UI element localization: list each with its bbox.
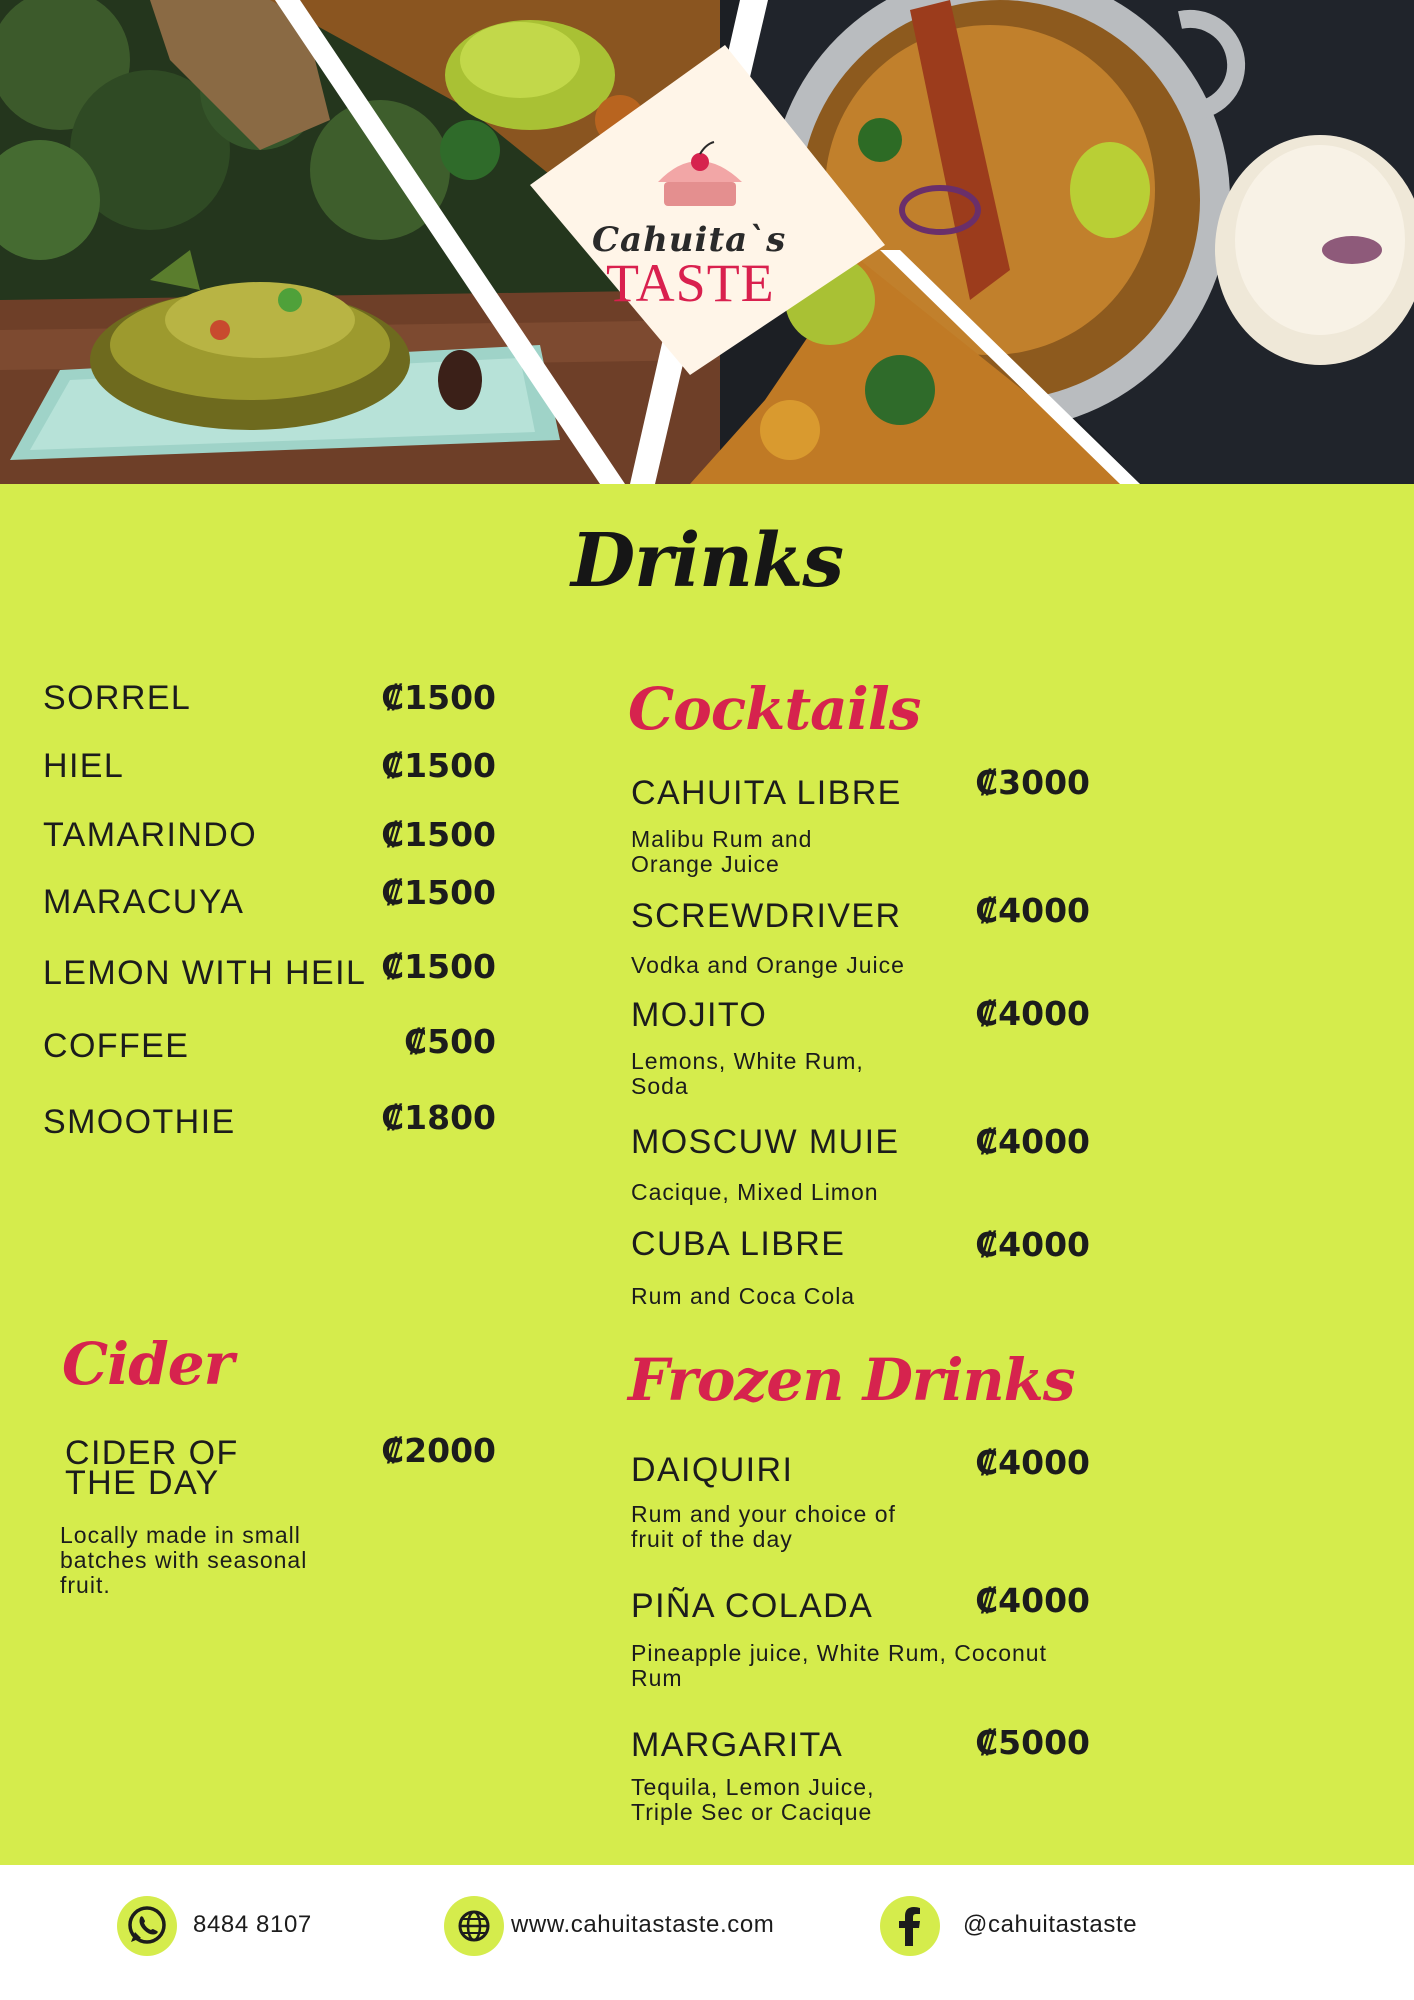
drink-name: COFFEE [43,1027,190,1065]
frozen-drink-price: ₡4000 [975,1581,1090,1620]
cocktail-desc: Cacique, Mixed Limon [631,1179,879,1205]
cocktail-name: MOJITO [631,996,768,1034]
cider-desc-line3: fruit. [60,1572,111,1598]
contact-footer [0,1865,1414,2000]
cocktail-name: CAHUITA LIBRE [631,774,902,812]
brand-taste: TASTE [606,253,775,313]
cocktail-name: CUBA LIBRE [631,1225,846,1263]
globe-icon[interactable] [444,1896,504,1956]
drink-name: SMOOTHIE [43,1103,236,1141]
drink-price: ₡1500 [381,815,496,854]
cider-desc-line2: batches with seasonal [60,1547,308,1573]
cider-title: Cider [62,1330,234,1398]
cocktail-price: ₡4000 [975,891,1090,930]
whatsapp-icon[interactable] [117,1896,177,1956]
cocktail-name: SCREWDRIVER [631,897,902,935]
cocktail-desc: Rum and Coca Cola [631,1283,856,1309]
drink-name: HIEL [43,747,125,785]
cider-price: ₡2000 [381,1431,496,1470]
cocktails-title: Cocktails [628,675,921,743]
frozen-drink-desc: Tequila, Lemon Juice, [631,1774,875,1800]
cocktail-price: ₡4000 [975,1122,1090,1161]
frozen-drink-price: ₡4000 [975,1443,1090,1482]
cocktail-name: MOSCUW MUIE [631,1123,900,1161]
brand-logo [540,110,860,370]
frozen-drink-desc: Rum [631,1665,683,1691]
page-title: Drinks [570,518,843,604]
cocktail-desc: Vodka and Orange Juice [631,952,905,978]
frozen-drink-name: MARGARITA [631,1726,844,1764]
frozen-drink-desc: fruit of the day [631,1526,793,1552]
hero-collage [0,0,1414,484]
drink-price: ₡1500 [381,678,496,717]
frozen-drinks-title: Frozen Drinks [628,1346,1075,1414]
social-handle[interactable]: @cahuitastaste [963,1911,1138,1938]
drink-price: ₡500 [404,1022,496,1061]
frozen-drink-desc: Pineapple juice, White Rum, Coconut [631,1640,1047,1666]
drink-price: ₡1500 [381,947,496,986]
frozen-drink-desc: Rum and your choice of [631,1501,896,1527]
drink-price: ₡1800 [381,1098,496,1137]
cupcake-icon [540,110,860,230]
cocktail-price: ₡4000 [975,994,1090,1033]
drink-name: MARACUYA [43,883,245,921]
cocktail-desc: Soda [631,1073,689,1099]
cocktail-price: ₡4000 [975,1225,1090,1264]
cocktail-price: ₡3000 [975,763,1090,802]
frozen-drink-price: ₡5000 [975,1723,1090,1762]
drink-price: ₡1500 [381,746,496,785]
frozen-drink-desc: Triple Sec or Cacique [631,1799,873,1825]
facebook-icon[interactable] [880,1896,940,1956]
drink-name: LEMON WITH HEIL [43,954,367,992]
cocktail-desc: Malibu Rum and [631,826,813,852]
frozen-drink-name: PIÑA COLADA [631,1587,874,1625]
brand-name: Cahuita`s [592,220,787,260]
website-link[interactable]: www.cahuitastaste.com [511,1911,775,1938]
cocktail-desc: Orange Juice [631,851,780,877]
cider-name-line2: THE DAY [65,1464,220,1502]
phone-number[interactable]: 8484 8107 [193,1911,312,1938]
drink-name: TAMARINDO [43,816,258,854]
drink-price: ₡1500 [381,873,496,912]
cider-desc-line1: Locally made in small [60,1522,301,1548]
frozen-drink-name: DAIQUIRI [631,1451,794,1489]
cider-name-line1: CIDER OF [65,1434,239,1472]
drink-name: SORREL [43,679,192,717]
cocktail-desc: Lemons, White Rum, [631,1048,864,1074]
